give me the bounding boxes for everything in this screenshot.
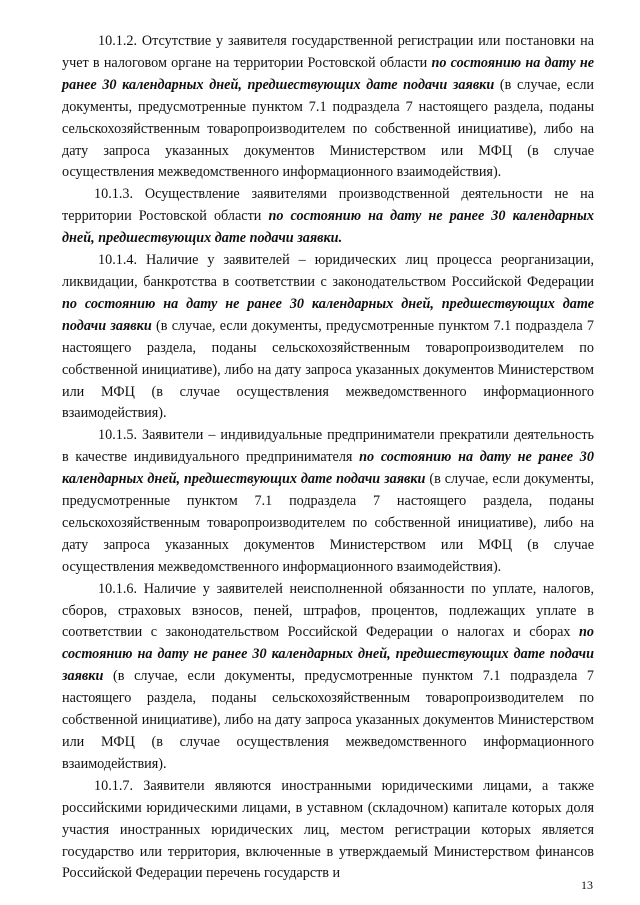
document-body xyxy=(62,31,594,885)
emphasis-text: по состоянию на дату не ранее 30 календарных дней, предшествующих дате подачи заявки xyxy=(62,624,594,685)
paragraph-text: (в случае, если документы, предусмотренные пунктом 7.1 подраздела 7 настоящего раздела, поданы сельскохозяйственным товаропроизводителем по собственной инициативе), либо на дату запроса указанных документов Министерством или МФЦ (в случае осуществления межведомственного информационного взаимодействия). xyxy=(62,317,595,422)
paragraph-10-1-4 xyxy=(62,250,594,425)
paragraph-10-1-5 xyxy=(62,425,594,578)
paragraph-text: 10.1.6. Наличие у заявителей неисполненной обязанности по уплате, налогов, сборов, страховых взносов, пеней, штрафов, процентов, подлежащих уплате в соответствии с законодательством Российской Федерации о налогах и сборах xyxy=(62,580,594,641)
paragraph-text: 10.1.2. Отсутствие у заявителя государственной регистрации или постановки на учет в налоговом органе на территории Ростовской области xyxy=(62,33,594,71)
paragraph-10-1-3 xyxy=(62,184,594,250)
emphasis-text: по состоянию на дату не ранее 30 календарных дней, предшествующих дате подачи заявки xyxy=(62,54,595,93)
paragraph-text: (в случае, если документы, предусмотренные пунктом 7.1 подраздела 7 настоящего раздела, поданы сельскохозяйственным товаропроизводителем по собственной инициативе), либо на дату запроса указанных документов Министерством или МФЦ (в случае осуществления межведомственного информационного взаимодействия). xyxy=(62,471,594,575)
paragraph-10-1-2 xyxy=(62,31,594,184)
emphasis-text: по состоянию на дату не ранее 30 календарных дней, предшествующих дате подачи заявки xyxy=(62,295,594,334)
page-number: 13 xyxy=(581,878,593,892)
emphasis-text: по состоянию на дату не ранее 30 календарных дней, предшествующих дате подачи заявки. xyxy=(62,208,594,247)
paragraph-text: (в случае, если документы, предусмотренные пунктом 7.1 подраздела 7 настоящего раздела, поданы сельскохозяйственным товаропроизводителем по собственной инициативе), либо на дату запроса указанных документов Министерством или МФЦ (в случае осуществления межведомственного информационного взаимодействия). xyxy=(62,668,594,772)
paragraph-text: 10.1.5. Заявители – индивидуальные предприниматели прекратили деятельность в качестве индивидуального предпринимателя xyxy=(62,427,594,466)
paragraph-text: 10.1.7. Заявители являются иностранными юридическими лицами, а также российскими юридическими лицами, в уставном (складочном) капитале которых доля участия иностранных юридических лиц, местом регистрации которых является государство или территория, включенные в утверждаемый Министерством финансов Российской Федерации перечень государств и xyxy=(62,777,594,882)
paragraph-10-1-7 xyxy=(62,776,594,886)
paragraph-text: (в случае, если документы, предусмотренные пунктом 7.1 подраздела 7 настоящего раздела, поданы сельскохозяйственным товаропроизводителем по собственной инициативе), либо на дату запроса указанных документов Министерством или МФЦ (в случае осуществления межведомственного информационного взаимодействия). xyxy=(62,76,595,181)
paragraph-10-1-6 xyxy=(62,579,594,776)
emphasis-text: по состоянию на дату не ранее 30 календарных дней, предшествующих дате подачи заявки xyxy=(62,449,594,488)
paragraph-text: 10.1.3. Осуществление заявителями производственной деятельности не на территории Ростовской области xyxy=(62,186,594,225)
paragraph-text: 10.1.4. Наличие у заявителей – юридических лиц процесса реорганизации, ликвидации, банкротства в соответствии с законодательством Российской Федерации xyxy=(62,252,594,290)
